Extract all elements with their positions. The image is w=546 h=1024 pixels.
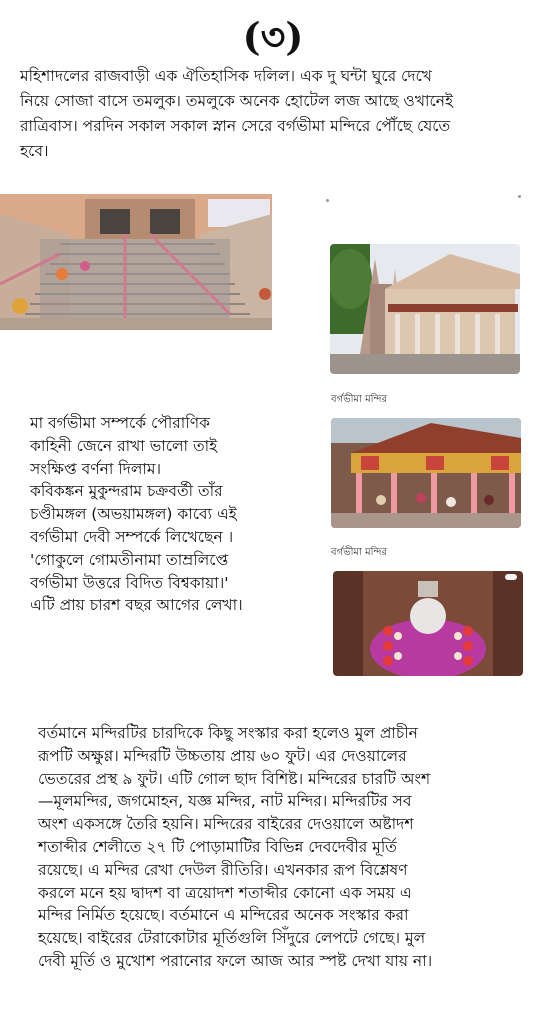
- stray-dot: [326, 199, 329, 202]
- page-number: (৩): [242, 14, 304, 59]
- photo-caption: বর্গভীমা মন্দির: [331, 394, 388, 405]
- temple-exterior-photo: [330, 244, 520, 374]
- mythology-paragraph: মা বর্গভীমা সম্পর্কে পৌরাণিক কাহিনী জেনে রাখা ভালো তাই সংক্ষিপ্ত বর্ণনা দিলাম। কবিকঙ্কন মুকুন্দরাম চক্রবর্তী তাঁর চণ্ডীমঙ্গল (অভয়ামঙ্গল) কাব্যে এই বর্গভীমা দেবী সম্পর্কে লিখেছেন । 'গোকুলে গোমতীনামা তাম্রলিপ্তে বর্গভীমা উত্তরে বিদিত বিশ্বকায়া।' এটি প্রায় চারশ বছর আগের লেখা।: [30, 414, 243, 615]
- temple-stairs-photo: [0, 194, 272, 330]
- temple-courtyard-photo: [331, 418, 521, 528]
- deity-idol-photo: [333, 571, 523, 676]
- photo-caption: বর্গভীমা মন্দির: [331, 547, 388, 558]
- intro-paragraph: মহিশাদলের রাজবাড়ী এক ঐতিহাসিক দলিল। এক দু ঘন্টা ঘুরে দেখে নিয়ে সোজা বাসে তমলুক। তমলুকে অনেক হোটেল লজ আছে ওখানেই রাত্রিবাস। পরদিন সকাল সকাল স্নান সেরে বর্গভীমা মন্দিরে পৌঁছে যেতে হবে।: [20, 67, 454, 160]
- stray-dot: [518, 195, 521, 198]
- temple-description-paragraph: বর্তমানে মন্দিরটির চারদিকে কিছু সংস্কার করা হলেও মুল প্রাচীন রূপটি অক্ষুণ্ণ। মন্দিরটি উচ্চতায় প্রায় ৬০ ফুট। এর দেওয়ালের ভেতরের প্রস্থ ৯ ফুট। এটি গোল ছাদ বিশিষ্ট। মন্দিরের চারটি অংশ —মূলমন্দির, জগমোহন, যজ্ঞ মন্দির, নাট মন্দির। মন্দিরটির সব অংশ একসঙ্গে তৈরি হয়নি। মন্দিরের বাইরের দেওয়ালে অষ্টাদশ শতাব্দীর শেলীতে ২৭ টি পোড়ামাটির বিভিন্ন দেবদেবীর মূর্তি রয়েছে। এ মন্দির রেখা দেউল রীতিরি। এখনকার রূপ বিশ্লেষণ করলে মনে হয় দ্বাদশ বা ত্রয়োদশ শতাব্দীর কোনো এক সময় এ মন্দির নির্মিত হয়েছে। বর্তমানে এ মন্দিরের অনেক সংস্কার করা হয়েছে। বাইরের টেরাকোটার মূর্তিগুলি সিঁদুরে লেপটে গেছে। মুল দেবী মূর্তি ও মুখোশ পরানোর ফলে আজ আর স্পষ্ট দেখা যায় না।: [38, 724, 433, 970]
